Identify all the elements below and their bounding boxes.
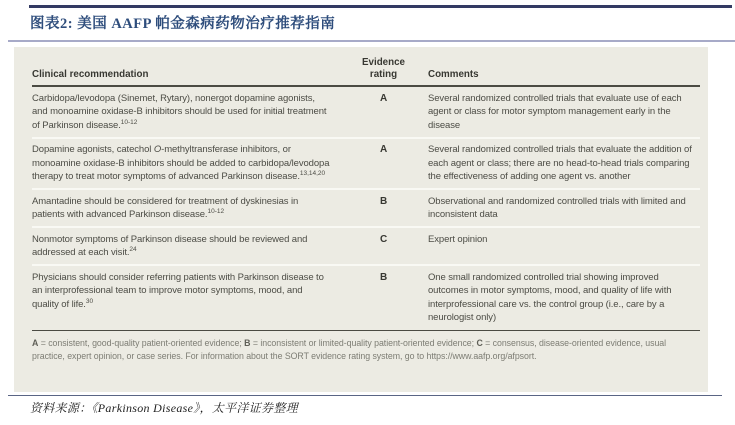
recommendation-text: Physicians should consider referring patients with Parkinson disease to an interprofessional team to improve motor symptoms, mood, and quality of life. bbox=[32, 271, 324, 310]
footnote-key-c: C bbox=[476, 338, 483, 348]
evidence-rating-cell: B bbox=[379, 271, 388, 283]
recommendation-italic: O bbox=[153, 144, 162, 155]
recommendation-text: Amantadine should be considered for treatment of dyskinesias in patients with advanced Parkinson disease. bbox=[32, 195, 299, 220]
reference-superscript: 10-12 bbox=[120, 118, 138, 126]
footnote-text: = consistent, good-quality patient-oriented evidence; bbox=[38, 338, 245, 348]
evidence-rating-cell: A bbox=[379, 92, 388, 104]
footnote-key-b: B bbox=[244, 338, 251, 348]
footnote-text: = consensus, disease-oriented evidence, usual practice, expert opinion, or case series. For information about the SORT evidence rating system, go to https://www.aafp.org/afpsort. bbox=[32, 338, 667, 361]
bottom-rule bbox=[8, 395, 722, 396]
comments-cell: Expert opinion bbox=[428, 233, 488, 245]
comments-cell: Observational and randomized controlled trials with limited and inconsistent data bbox=[428, 195, 686, 220]
table-row bbox=[32, 188, 700, 226]
recommendation-cell bbox=[32, 233, 345, 260]
recommendation-table bbox=[14, 47, 708, 392]
recommendation-text: Carbidopa/levodopa (Sinemet, Rytary), nonergot dopamine agonists, and monoamine oxidase-B inhibitors should be used for initial treatment of Parkinson disease. bbox=[32, 92, 327, 131]
table-row bbox=[32, 226, 700, 264]
evidence-rating-cell: A bbox=[379, 144, 388, 155]
title-divider bbox=[8, 40, 735, 42]
recommendation-cell bbox=[32, 195, 345, 222]
comments-cell: One small randomized controlled trial showing improved outcomes in motor symptoms, mood, and quality of life with interprofessional care vs. the control group (i.e., care by a neurologist only) bbox=[428, 271, 672, 323]
table-footnote bbox=[32, 330, 700, 363]
reference-superscript: 24 bbox=[129, 245, 137, 253]
recommendation-text: -methyltransferase inhibitors, or monoamine oxidase-B inhibitors should be added to carbidopa/levodopa therapy to treat motor symptoms of advanced Parkinson disease. bbox=[32, 144, 330, 182]
table-row bbox=[32, 87, 700, 137]
header-comments: Comments bbox=[428, 69, 479, 80]
footnote-text: = inconsistent or limited-quality patient-oriented evidence; bbox=[250, 338, 477, 348]
recommendation-text: Nonmotor symptoms of Parkinson disease should be reviewed and addressed at each visit. bbox=[32, 233, 308, 258]
reference-superscript: 30 bbox=[85, 297, 94, 305]
recommendation-text: Dopamine agonists, catechol bbox=[32, 144, 154, 155]
source-line: 资料来源：《Parkinson Disease》，太平洋证券整理 bbox=[30, 401, 298, 415]
header-clinical-recommendation: Clinical recommendation bbox=[32, 69, 149, 80]
recommendation-cell bbox=[32, 143, 345, 184]
header-evidence-rating bbox=[345, 57, 428, 81]
table-header-row bbox=[32, 47, 700, 87]
header-evidence-line1: Evidence bbox=[361, 57, 406, 68]
reference-superscript: 10-12 bbox=[207, 207, 225, 215]
reference-superscript: 13,14,20 bbox=[299, 169, 326, 177]
recommendation-cell bbox=[32, 92, 345, 133]
figure-title: 图表2: 美国 AAFP 帕金森病药物治疗推荐指南 bbox=[30, 16, 336, 32]
table-row bbox=[32, 264, 700, 329]
evidence-rating-cell: B bbox=[379, 195, 388, 207]
footnote-key-a: A bbox=[32, 338, 39, 348]
table-row bbox=[32, 137, 700, 189]
header-evidence-line2: rating bbox=[369, 69, 398, 80]
evidence-rating-cell: C bbox=[379, 233, 388, 245]
comments-cell: Several randomized controlled trials that evaluate the addition of each agent or class; there are no head-to-head trials comparing the effectiveness of adding one agent vs. another bbox=[428, 144, 692, 182]
top-rule bbox=[29, 5, 732, 8]
comments-cell: Several randomized controlled trials that evaluate use of each agent or class for motor symptom management early in the disease bbox=[428, 92, 682, 131]
recommendation-cell bbox=[32, 271, 345, 325]
